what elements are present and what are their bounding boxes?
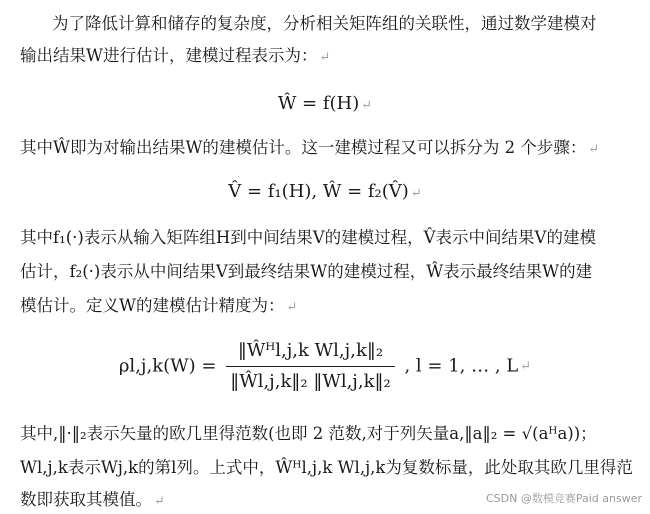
equation-1 [0,92,650,118]
paragraph-mark-icon: ↵ [319,50,331,65]
para3-line1: 其中f₁(·)表示从输入矩阵组H到中间结果V的建模过程，V̂表示中间结果V的建模 [20,228,596,247]
equation-3-denominator: ‖Ŵl,j,k‖₂ ‖Wl,j,k‖₂ [230,371,391,392]
equation-2-text: V̂ = f₁(H), Ŵ = f₂(V̂) [228,181,409,202]
para2-line1-text: 其中Ŵ即为对输出结果W的建模估计。这一建模过程又可以拆分为 2 个步骤： [20,138,587,157]
para4-line1: 其中,‖·‖₂表示矢量的欧几里得范数(也即 2 范数,对于列矢量a,‖a‖₂ = √(aᴴa))； [20,424,597,443]
equation-3-rhs: , l = 1, … , L [404,355,519,377]
equation-3-fraction [226,338,395,395]
para3-line2: 估计，f₂(·)表示从中间结果V到最终结果W的建模过程，Ŵ表示最终结果W的建 [20,262,593,281]
para2-line1 [20,136,599,162]
paragraph-mark-icon: ↵ [154,494,165,509]
para3-line3-text: 模估计。定义W的建模估计精度为： [20,296,285,315]
equation-3 [0,338,650,395]
para4-line3-text: 数即获取其模值。 [20,490,152,509]
paragraph-mark-icon: ↵ [520,358,532,374]
para4-line2: Wl,j,k表示Wj,k的第l列。上式中，Ŵᴴl,j,k Wl,j,k为复数标量，此处取其欧几里得范 [20,458,633,477]
paragraph-mark-icon: ↵ [588,142,600,157]
para4-line3 [20,488,165,514]
para1-line1: 为了降低计算和储存的复杂度，分析相关矩阵组的关联性，通过数学建模对 [52,14,597,33]
csdn-watermark: CSDN @数模竞赛Paid answer [485,492,642,505]
equation-2 [0,180,650,206]
paragraph-mark-icon: ↵ [286,300,298,315]
para1-line2 [20,44,330,70]
equation-3-numerator: ‖Ŵᴴl,j,k Wl,j,k‖₂ [226,338,395,367]
equation-1-text: Ŵ = f(H) [277,93,360,114]
paragraph-mark-icon: ↵ [361,98,373,113]
equation-3-lhs: ρl,j,k(W) = [118,355,217,377]
paragraph-mark-icon: ↵ [410,186,422,201]
para3-line3 [20,294,297,320]
para1-line2-text: 输出结果W进行估计，建模过程表示为： [20,46,318,65]
